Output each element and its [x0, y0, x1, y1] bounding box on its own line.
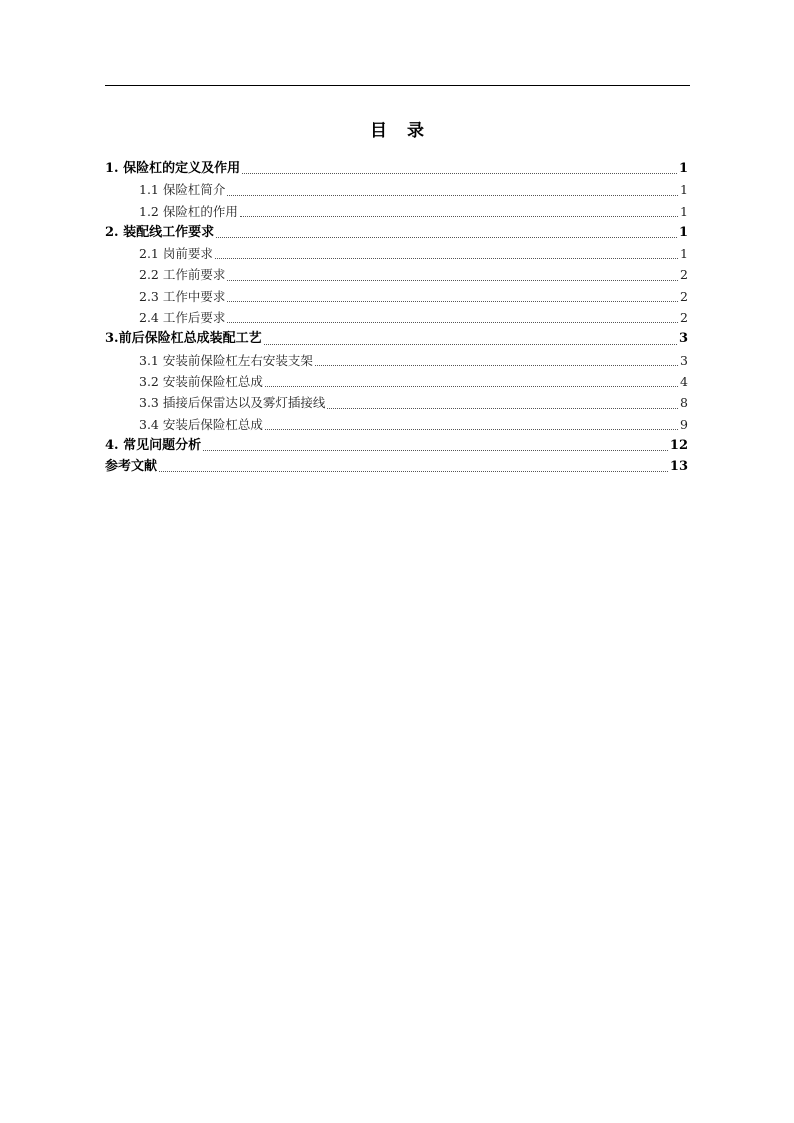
toc-entry-page: 1 — [678, 161, 688, 176]
toc-entry[interactable] — [105, 243, 688, 264]
toc-entry-page: 9 — [680, 416, 688, 432]
toc-entry-page: 4 — [680, 373, 688, 389]
toc-dot-leader — [242, 173, 677, 174]
toc-entry[interactable] — [105, 179, 688, 200]
toc-entry-label: 3.4 安装后保险杠总成 — [139, 416, 263, 432]
page-title — [0, 116, 794, 141]
toc-dot-leader — [265, 386, 678, 387]
toc-dot-leader — [227, 195, 678, 196]
toc-entry-page: 3 — [678, 331, 688, 347]
toc-entry-label: 2.2 工作前要求 — [139, 267, 226, 283]
toc-dot-leader — [240, 216, 678, 217]
toc-entry[interactable] — [105, 201, 688, 222]
toc-dot-leader — [216, 237, 677, 238]
toc-entry-page: 12 — [669, 437, 688, 453]
toc-dot-leader — [264, 344, 677, 345]
toc-entry[interactable] — [105, 414, 688, 435]
toc-dot-leader — [215, 258, 678, 259]
title-char-2: 录 — [407, 121, 424, 141]
toc-dot-leader — [203, 450, 668, 451]
toc-dot-leader — [227, 280, 678, 281]
toc-entry-label: 2.4 工作后要求 — [139, 310, 226, 326]
toc-entry[interactable] — [105, 371, 688, 392]
toc-entry-page: 1 — [680, 182, 688, 198]
toc-entry-label: 3.2 安装前保险杠总成 — [139, 373, 263, 389]
header-rule — [105, 85, 690, 86]
toc-entry-page: 1 — [680, 203, 688, 219]
toc-entry[interactable] — [105, 222, 688, 243]
table-of-contents — [105, 158, 688, 477]
toc-entry[interactable] — [105, 307, 688, 328]
toc-dot-leader — [265, 429, 678, 430]
toc-entry-label: 4. 常见问题分析 — [105, 437, 202, 453]
toc-entry-page: 2 — [680, 288, 688, 304]
toc-entry-label: 1. 保险杠的定义及作用 — [105, 161, 241, 176]
toc-entry[interactable] — [105, 286, 688, 307]
toc-entry-label: 2.3 工作中要求 — [139, 288, 226, 304]
toc-entry[interactable] — [105, 435, 688, 456]
toc-entry-label: 参考文献 — [105, 459, 158, 475]
toc-entry-label: 3.1 安装前保险杠左右安装支架 — [139, 352, 313, 368]
toc-entry[interactable] — [105, 264, 688, 285]
toc-entry-page: 13 — [669, 459, 688, 475]
toc-entry-page: 8 — [680, 395, 688, 411]
toc-entry-page: 2 — [680, 310, 688, 326]
toc-entry-label: 3.3 插接后保雷达以及雾灯插接线 — [139, 395, 326, 411]
toc-entry[interactable] — [105, 328, 688, 349]
toc-dot-leader — [227, 322, 678, 323]
toc-entry-page: 2 — [680, 267, 688, 283]
toc-entry-page: 3 — [680, 352, 688, 368]
toc-entry[interactable] — [105, 350, 688, 371]
toc-entry-label: 2.1 岗前要求 — [139, 246, 213, 262]
toc-entry[interactable] — [105, 392, 688, 413]
toc-entry[interactable] — [105, 456, 688, 477]
title-char-1: 目 — [370, 121, 387, 141]
toc-entry[interactable] — [105, 158, 688, 179]
toc-dot-leader — [159, 471, 668, 472]
toc-dot-leader — [227, 301, 678, 302]
toc-dot-leader — [315, 365, 678, 366]
toc-entry-label: 1.2 保险杠的作用 — [139, 203, 238, 219]
toc-dot-leader — [327, 408, 678, 409]
toc-entry-label: 1.1 保险杠简介 — [139, 182, 226, 198]
toc-entry-page: 1 — [678, 224, 688, 240]
toc-entry-label: 3.前后保险杠总成装配工艺 — [105, 331, 262, 347]
toc-entry-label: 2. 装配线工作要求 — [105, 224, 215, 240]
toc-entry-page: 1 — [680, 246, 688, 262]
